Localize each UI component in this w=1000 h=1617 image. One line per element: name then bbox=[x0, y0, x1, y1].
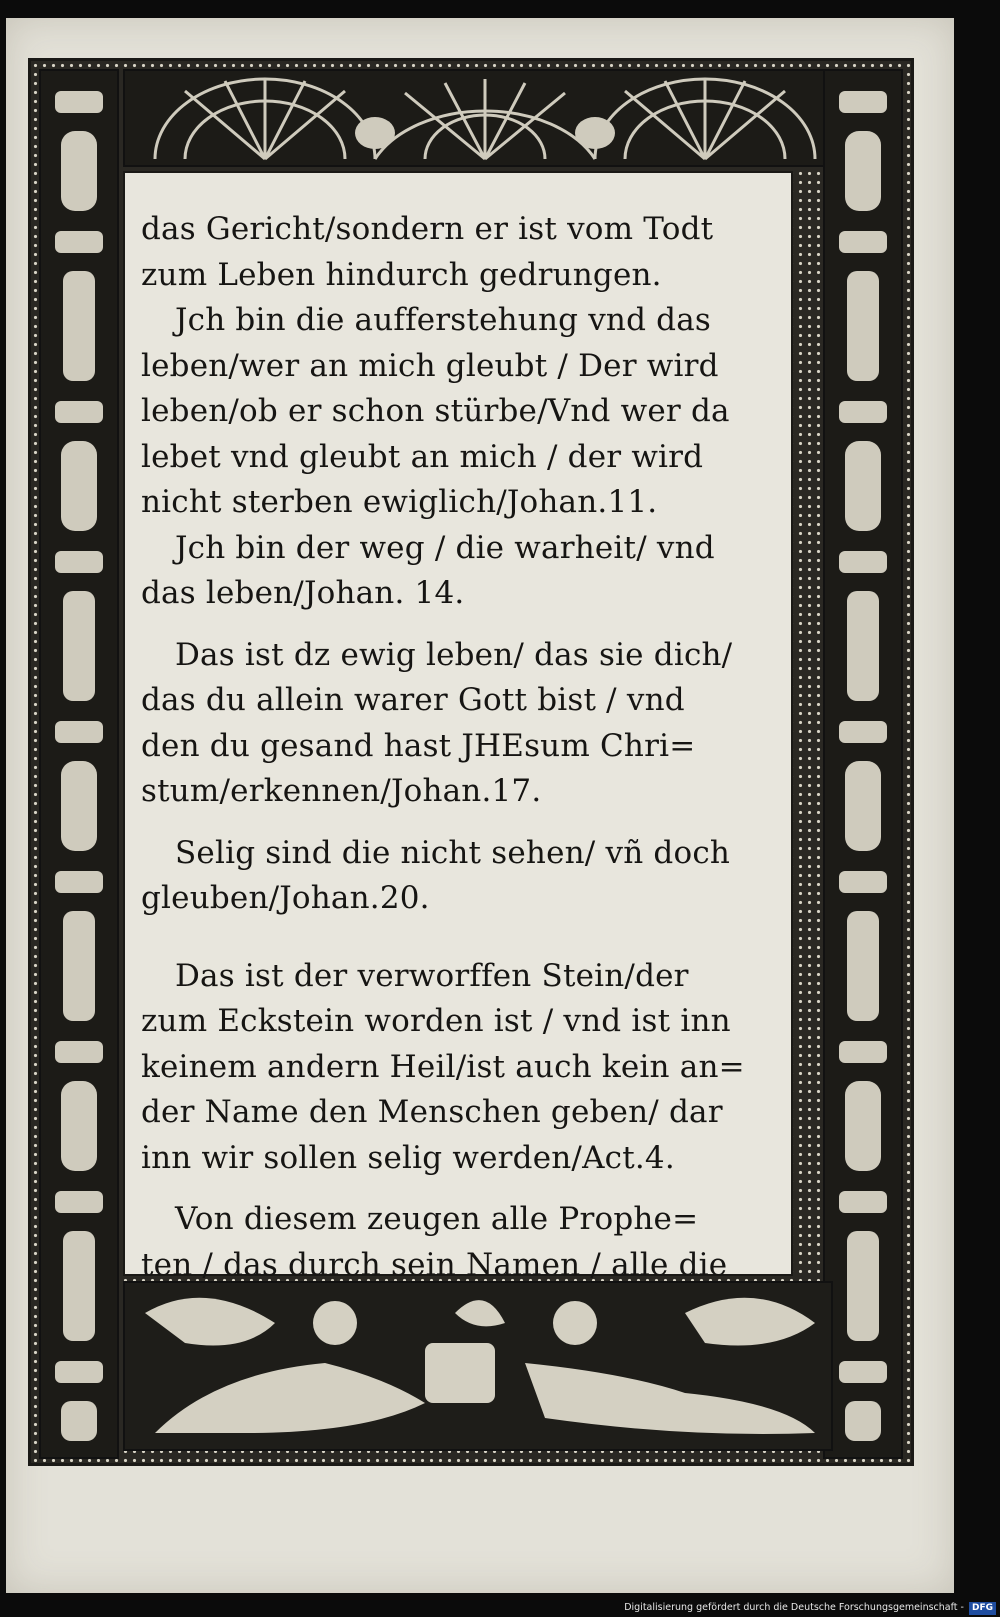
text-line: Das ist der verworffen Stein/der bbox=[175, 957, 689, 994]
text-line: lebet vnd gleubt an mich / der wird bbox=[141, 438, 704, 475]
text-line: den du gesand hast JHEsum Chri= bbox=[141, 727, 696, 764]
text-line: Jch bin die aufferstehung vnd das bbox=[175, 302, 712, 338]
text-line: inn wir sollen selig werden/Act.4. bbox=[141, 1139, 675, 1176]
text-line: das Gericht/sondern er ist vom Todt bbox=[141, 211, 714, 247]
book-page bbox=[6, 18, 954, 1593]
woodcut-frame bbox=[28, 58, 914, 1466]
dfg-logo: DFG bbox=[969, 1602, 996, 1615]
frame-bottom-cherubs bbox=[123, 1281, 833, 1451]
text-line: Das ist dz ewig leben/ das sie dich/ bbox=[175, 636, 733, 673]
frame-top-ornament bbox=[123, 69, 833, 167]
frame-right-column bbox=[823, 69, 903, 1459]
text-line: leben/ob er schon stürbe/Vnd wer da bbox=[141, 393, 730, 429]
text-panel bbox=[123, 171, 793, 1283]
text-line: gleuben/Johan.20. bbox=[141, 880, 430, 916]
text-line: keinem andern Heil/ist auch kein an= bbox=[141, 1048, 745, 1085]
text-line: ten / das durch sein Namen / alle die bbox=[141, 1246, 728, 1283]
text-line: stum/erkennen/Johan.17. bbox=[141, 773, 542, 809]
text-line: das du allein warer Gott bist / vnd bbox=[141, 682, 685, 718]
text-line: zum Leben hindurch gedrungen. bbox=[141, 256, 662, 293]
text-line: Selig sind die nicht sehen/ vñ doch bbox=[175, 834, 731, 871]
scan-edge bbox=[958, 0, 1000, 1600]
text-line: Von diesem zeugen alle Prophe= bbox=[175, 1201, 699, 1237]
frame-left-column bbox=[39, 69, 119, 1459]
text-line: leben/wer an mich gleubt / Der wird bbox=[141, 347, 719, 384]
digitization-credit bbox=[600, 1598, 1000, 1617]
text-line: zum Eckstein worden ist / vnd ist inn bbox=[141, 1003, 731, 1039]
text-line: das leben/Johan. 14. bbox=[141, 575, 465, 611]
text-line: der Name den Menschen geben/ dar bbox=[141, 1094, 723, 1130]
text-line: Jch bin der weg / die warheit/ vnd bbox=[175, 529, 715, 566]
credit-text: Digitalisierung gefördert durch die Deutsche Forschungsgemeinschaft - bbox=[624, 1602, 964, 1613]
text-line: nicht sterben ewiglich/Johan.11. bbox=[141, 484, 658, 520]
